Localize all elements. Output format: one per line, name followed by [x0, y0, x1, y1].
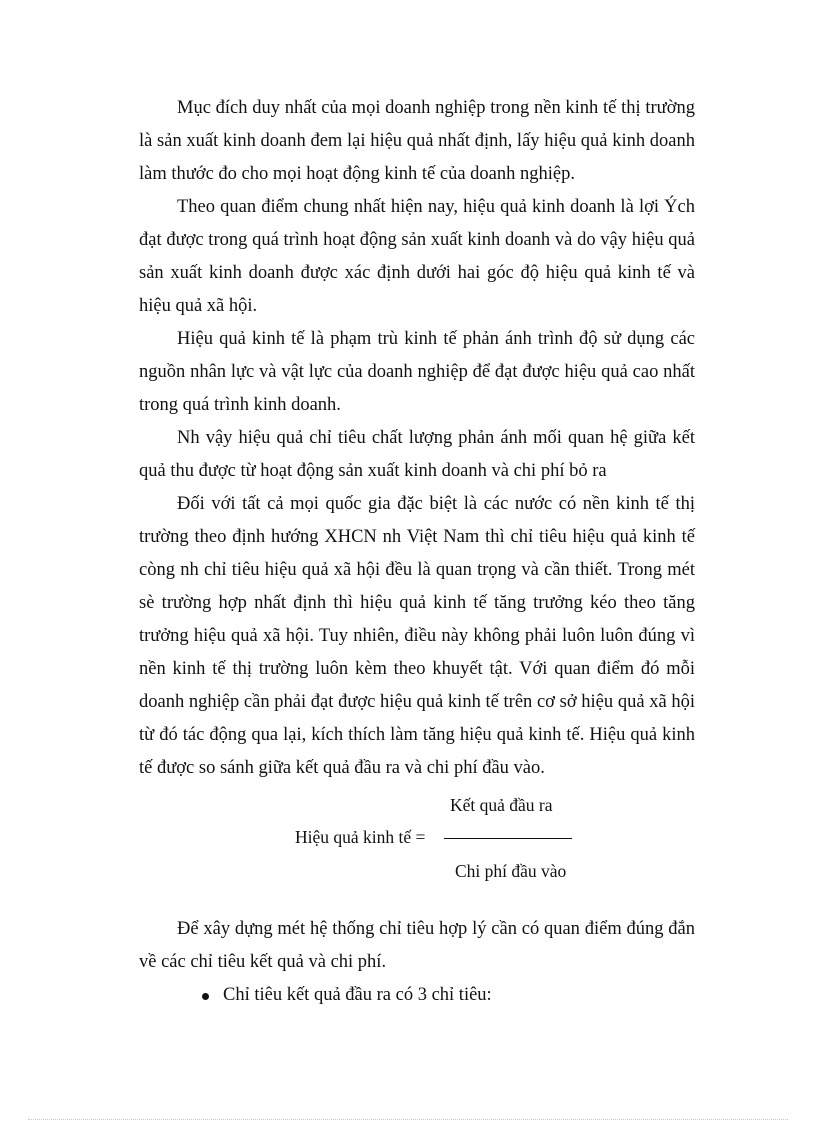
formula-denominator: Chi phí đầu vào: [455, 861, 567, 881]
bullet-list: [139, 979, 695, 1012]
formula-numerator: Kết quả đầu ra: [450, 795, 553, 815]
formula-lhs: Hiệu quả kinh tế =: [295, 827, 426, 847]
bullet-icon: [202, 993, 209, 1000]
paragraph-quality-indicator: Nh vậy hiệu quả chỉ tiêu chất lượng phản ánh mối quan hệ giữa kết quả thu được từ hoạt động sản xuất kinh doanh và chi phí bỏ ra: [139, 428, 695, 481]
spacer: [139, 901, 695, 913]
list-item: [139, 979, 695, 1012]
efficiency-formula: [139, 789, 695, 901]
body-text: [139, 92, 695, 1012]
list-item-text: Chỉ tiêu kết quả đầu ra có 3 chỉ tiêu:: [223, 985, 492, 1005]
paragraph-indicator-system: Để xây dựng mét hệ thống chỉ tiêu hợp lý cần có quan điểm đúng đắn về các chỉ tiêu kết quả và chi phí.: [139, 919, 695, 972]
fraction-bar: [444, 838, 572, 839]
paragraph-purpose: Mục đích duy nhất của mọi doanh nghiệp trong nền kinh tế thị trường là sản xuất kinh doanh đem lại hiệu quả nhất định, lấy hiệu quả kinh doanh làm thước đo cho mọi hoạt động kinh tế của doanh nghiệp.: [139, 98, 695, 184]
paragraph-definition: Theo quan điểm chung nhất hiện nay, hiệu quả kinh doanh là lợi Ých đạt được trong quá trình hoạt động sản xuất kinh doanh và do vậy hiệu quả sản xuất kinh doanh được xác định dưới hai góc độ hiệu quả kinh tế và hiệu quả xã hội.: [139, 197, 695, 316]
paragraph-national-context: Đối với tất cả mọi quốc gia đặc biệt là các nước có nền kinh tế thị trường theo định hướng XHCN nh Việt Nam thì chỉ tiêu hiệu quả kinh tế còng nh chỉ tiêu hiệu quả xã hội đều là quan trọng và cần thiết. Trong mét sè trường hợp nhất định thì hiệu quả kinh tế tăng trưởng kéo theo tăng trưởng hiệu quả xã hội. Tuy nhiên, điều này không phải luôn luôn đúng vì nền kinh tế thị trường luôn kèm theo khuyết tật. Với quan điểm đó mỗi doanh nghiệp cần phải đạt được hiệu quả kinh tế trên cơ sở hiệu quả xã hội từ đó tác động qua lại, kích thích làm tăng hiệu quả kinh tế. Hiệu quả kinh tế được so sánh giữa kết quả đầu ra và chi phí đầu vào.: [139, 494, 695, 778]
paragraph-economic-efficiency: Hiệu quả kinh tế là phạm trù kinh tế phản ánh trình độ sử dụng các nguồn nhân lực và vật lực của doanh nghiệp để đạt được hiệu quả cao nhất trong quá trình kinh doanh.: [139, 329, 695, 415]
page-bottom-divider: [28, 1119, 788, 1120]
